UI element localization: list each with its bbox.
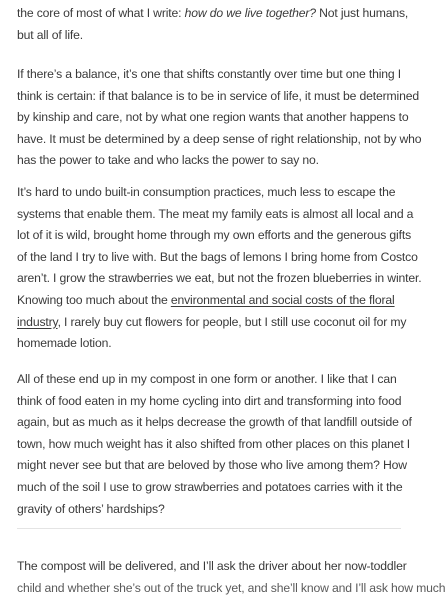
text-line: of the land I try to live with. But the bags of lemons I bring home from Costco [17,249,418,264]
text-line: might never see but that are beloved by those who live among them? How [17,458,407,473]
text-line [17,290,421,312]
text-line: has the power to take and who lacks the power to say no. [17,153,319,168]
text-line [17,312,421,334]
text-line: by kinship and care, not by what one region wants that another happens to [17,110,409,125]
text-line: gravity of others’ hardships? [17,501,165,516]
text-line: think of food eaten in my home cycling into dirt and transforming into food [17,393,402,408]
text-line: All of these end up in my compost in one form or another. I like that I can [17,372,397,386]
text-line: much of the soil I use to grow strawberries and potatoes carries with it the [17,479,403,494]
floral-industry-link[interactable]: environmental and social costs of the floral [170,292,395,307]
text-line: lot of it is wild, brought home through my own efforts and the generous gifts [17,228,412,243]
text-line: have. It must be determined by a deep sense of right relationship, not by who [17,131,422,146]
text-line: but all of life. [17,27,84,42]
text-line: again, but as much as it helps decrease the growth of that landfill outside of [17,415,412,430]
text-line: aren’t. I grow the strawberries we eat, but not the frozen blueberries in winter. [17,271,422,286]
section-divider [17,528,401,529]
text-span: , I rarely buy cut flowers for people, but I still use coconut oil for my [57,314,407,329]
paragraph-1 [17,3,408,46]
floral-industry-link-cont[interactable]: industry [17,314,58,329]
text-span: the core of most of what I write: [17,6,185,20]
emphasis-question: how do we live together? [184,6,316,20]
paragraph-2 [17,64,421,172]
text-span: Knowing too much about the [17,292,171,307]
paragraph-3 [17,182,421,355]
text-line [17,3,408,25]
paragraph-4 [17,369,412,520]
text-line: systems that enable them. The meat my family eats is almost all local and a [17,206,414,221]
text-line: The compost will be delivered, and I’ll ask the driver about her now-toddler [17,559,407,573]
text-line: town, how much weight has it also shifted from other places on this planet I [17,436,411,451]
text-line: It’s hard to undo built-in consumption practices, much less to escape the [17,185,396,199]
text-line: think is certain: if that balance is to be in service of life, it must be determined [17,88,419,103]
text-span: Not just humans, [315,6,409,20]
text-line: homemade lotion. [17,336,112,351]
text-line: If there’s a balance, it’s one that shifts constantly over time but one thing I [17,67,402,81]
text-line-cut-off: child and whether she’s out of the truck yet, and she’ll know and I’ll ask how much [17,580,445,595]
paragraph-5 [17,556,445,595]
